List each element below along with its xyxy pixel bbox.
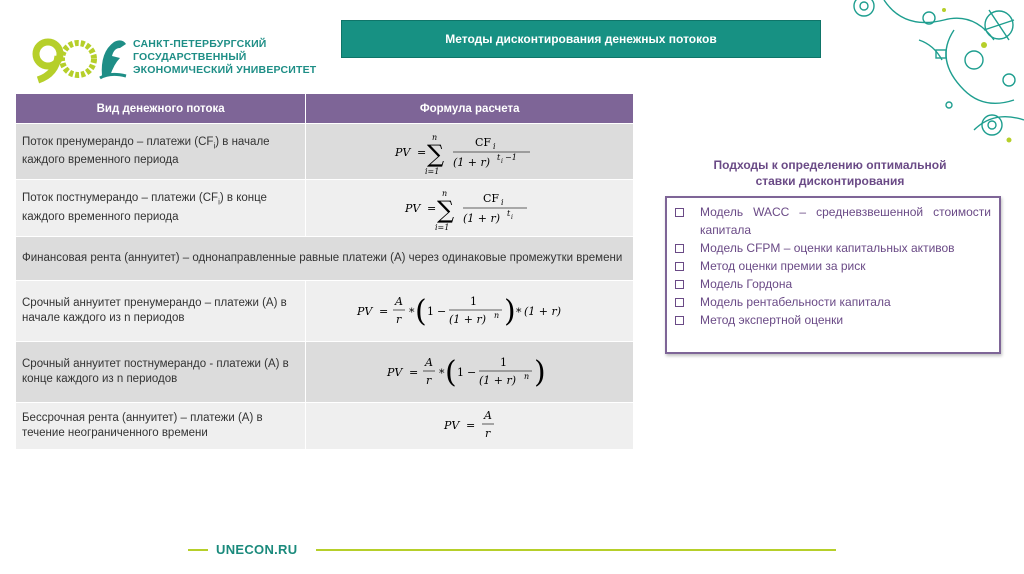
column-header-type: Вид денежного потока: [16, 94, 306, 124]
svg-text:PV: PV: [443, 419, 460, 432]
svg-text:A: A: [425, 356, 434, 369]
svg-text:=: =: [426, 202, 436, 215]
formula-cell: [306, 403, 634, 450]
checkbox-bullet-icon: [675, 208, 684, 217]
cash-flow-type-cell: Поток пренумерандо – платежи $(CF_i)$ в начале каждого временного периода: [16, 124, 306, 180]
list-item: Модель Гордона: [675, 275, 991, 293]
svg-text:=: =: [416, 145, 426, 159]
list-item: Модель CFPM – оценки капитальных активов: [675, 239, 991, 257]
formula-cell: [306, 281, 634, 342]
annuity-definition-cell: Финансовая рента (аннуитет) – однонаправленные равные платежи (A) через одинаковые промежутки времени: [16, 237, 634, 281]
checkbox-bullet-icon: [675, 316, 684, 325]
svg-text:(: (: [414, 294, 427, 329]
svg-text:∑: ∑: [426, 139, 444, 168]
svg-text:CF: CF: [482, 192, 499, 205]
table-row: [16, 237, 634, 281]
footer-line-right: [316, 549, 836, 551]
svg-text:−: −: [436, 305, 446, 318]
table-header-row: [16, 94, 634, 124]
svg-text:t: t: [496, 152, 500, 162]
table-row: [16, 403, 634, 450]
cash-flow-methods-table: [15, 93, 634, 450]
svg-text:−1: −1: [504, 152, 517, 162]
svg-text:*: *: [439, 367, 445, 380]
decorative-gears-pattern-icon: [824, 0, 1024, 150]
formula-pv-annuity-prenumerando: [357, 289, 583, 333]
svg-text:): ): [503, 294, 516, 329]
svg-text:n: n: [493, 311, 499, 320]
cash-flow-type-cell: Срочный аннуитет постнумерандо - платежи (A) в конце каждого из n периодов: [16, 342, 306, 403]
svg-text:(1 + r): (1 + r): [452, 155, 490, 169]
column-header-formula: Формула расчета: [306, 94, 634, 124]
svg-text:i: i: [500, 157, 503, 165]
table-row: [16, 124, 634, 180]
svg-text:−: −: [467, 366, 477, 379]
anniversary-90-emblem-icon: [30, 34, 130, 84]
formula-pv-prenumerando: [395, 128, 545, 176]
checkbox-bullet-icon: [675, 280, 684, 289]
checkbox-bullet-icon: [675, 262, 684, 271]
svg-text:*: *: [515, 306, 522, 319]
svg-text:A: A: [394, 295, 403, 308]
approaches-list-box: [665, 196, 1001, 354]
svg-text:i=1: i=1: [434, 223, 450, 232]
svg-text:∑: ∑: [436, 196, 454, 224]
svg-text:r: r: [395, 313, 401, 326]
svg-text:(: (: [445, 355, 457, 390]
list-item: Модель WACC – средневзвешенной стоимости капитала: [675, 203, 991, 239]
svg-text:=: =: [409, 366, 419, 379]
list-item: Метод оценки премии за риск: [675, 257, 991, 275]
cash-flow-type-cell: Срочный аннуитет пренумерандо – платежи (A) в начале каждого из n периодов: [16, 281, 306, 342]
svg-text:*: *: [408, 306, 415, 319]
footer-website-link[interactable]: UNECON.RU: [216, 542, 298, 557]
formula-cell: [306, 124, 634, 180]
svg-text:1: 1: [457, 366, 465, 379]
slide-title: Методы дисконтирования денежных потоков: [445, 32, 717, 46]
slide-title-bar: [341, 20, 821, 58]
svg-text:PV: PV: [394, 145, 411, 159]
logo-line-1: САНКТ-ПЕТЕРБУРГСКИЙ: [133, 38, 267, 50]
svg-text:i: i: [500, 198, 504, 207]
checkbox-bullet-icon: [675, 244, 684, 253]
formula-pv-postnumerando: [405, 184, 535, 232]
svg-text:1: 1: [469, 295, 477, 308]
list-item: Модель рентабельности капитала: [675, 293, 991, 311]
svg-text:t: t: [506, 209, 510, 218]
svg-text:i: i: [492, 141, 496, 151]
svg-text:1: 1: [426, 305, 434, 318]
svg-text:i: i: [510, 214, 513, 221]
logo-line-3: ЭКОНОМИЧЕСКИЙ УНИВЕРСИТЕТ: [133, 64, 317, 76]
svg-text:i=1: i=1: [424, 166, 440, 176]
logo-line-2: ГОСУДАРСТВЕННЫЙ: [133, 51, 247, 63]
table-row: [16, 180, 634, 237]
svg-text:=: =: [465, 419, 475, 432]
svg-text:PV: PV: [356, 305, 373, 318]
svg-text:PV: PV: [387, 366, 403, 379]
svg-text:(1 + r): (1 + r): [448, 313, 486, 326]
svg-text:r: r: [484, 427, 490, 440]
svg-text:A: A: [483, 409, 492, 422]
list-item: Метод экспертной оценки: [675, 311, 991, 329]
svg-text:r: r: [426, 374, 432, 387]
svg-text:(1 + r): (1 + r): [523, 305, 561, 318]
university-name: [133, 38, 316, 77]
table-row: [16, 281, 634, 342]
approaches-title-line-1: Подходы к определению оптимальной: [713, 158, 947, 172]
svg-text:=: =: [378, 305, 388, 318]
svg-text:PV: PV: [404, 202, 421, 215]
checkbox-bullet-icon: [675, 298, 684, 307]
svg-text:n: n: [441, 189, 447, 198]
formula-pv-annuity-postnumerando: [387, 350, 552, 394]
formula-cell: [306, 342, 634, 403]
cash-flow-type-cell: Поток постнумерандо – платежи $(CF_i)$ в конце каждого временного периода: [16, 180, 306, 237]
approaches-title: [665, 157, 995, 189]
svg-text:(1 + r): (1 + r): [462, 212, 500, 225]
cash-flow-type-cell: Бессрочная рента (аннуитет) – платежи (A) в течение неограниченного времени: [16, 403, 306, 450]
university-logo: [30, 34, 340, 84]
table-row: [16, 342, 634, 403]
approaches-title-line-2: ставки дисконтирования: [755, 174, 905, 188]
svg-text:CF: CF: [474, 135, 491, 149]
svg-text:(1 + r): (1 + r): [479, 374, 517, 387]
svg-text:n: n: [431, 132, 437, 142]
svg-text:1: 1: [500, 356, 508, 369]
svg-text:n: n: [524, 372, 530, 381]
footer-line-left: [188, 549, 208, 551]
formula-pv-perpetuity: [444, 406, 496, 446]
svg-text:): ): [534, 355, 546, 390]
formula-cell: [306, 180, 634, 237]
